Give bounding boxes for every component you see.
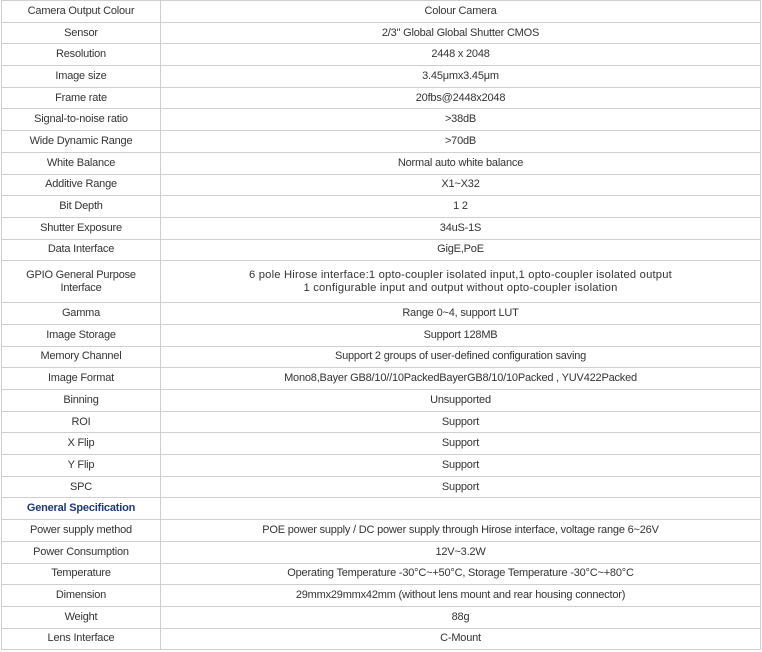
row-value: Mono8,Bayer GB8/10//10PackedBayerGB8/10/10Packed , YUV422Packed — [161, 368, 761, 390]
row-value: Support 2 groups of user-defined configuration saving — [161, 346, 761, 368]
row-value: 2448 x 2048 — [161, 44, 761, 66]
row-label: Dimension — [2, 585, 161, 607]
row-value: Support 128MB — [161, 324, 761, 346]
row-value: Unsupported — [161, 390, 761, 412]
row-label: Image Format — [2, 368, 161, 390]
spec-table — [1, 0, 761, 650]
table-row — [2, 196, 761, 218]
table-row — [2, 87, 761, 109]
row-value: 12V~3.2W — [161, 541, 761, 563]
row-value-line-1: 6 pole Hirose interface:1 opto-coupler isolated input,1 opto-coupler isolated output — [249, 268, 672, 281]
table-row — [2, 324, 761, 346]
row-label: Sensor — [2, 22, 161, 44]
row-label: Bit Depth — [2, 196, 161, 218]
row-label: Resolution — [2, 44, 161, 66]
table-row — [2, 411, 761, 433]
row-value: Support — [161, 455, 761, 477]
row-value: X1~X32 — [161, 174, 761, 196]
row-label: SPC — [2, 476, 161, 498]
row-label: Gamma — [2, 303, 161, 325]
row-value: >70dB — [161, 131, 761, 153]
table-row — [2, 131, 761, 153]
row-value: 29mmx29mmx42mm (without lens mount and rear housing connector) — [161, 585, 761, 607]
table-row — [2, 66, 761, 88]
table-row — [2, 563, 761, 585]
table-row — [2, 541, 761, 563]
row-value: 1 2 — [161, 196, 761, 218]
row-value: Support — [161, 433, 761, 455]
row-value: POE power supply / DC power supply through Hirose interface, voltage range 6~26V — [161, 520, 761, 542]
row-label: Frame rate — [2, 87, 161, 109]
row-value: Support — [161, 476, 761, 498]
row-label: GPIO General Purpose Interface — [2, 261, 161, 303]
table-row — [2, 217, 761, 239]
table-row — [2, 152, 761, 174]
row-label: Temperature — [2, 563, 161, 585]
table-row — [2, 261, 761, 303]
row-label: Signal-to-noise ratio — [2, 109, 161, 131]
row-value: Range 0~4, support LUT — [161, 303, 761, 325]
row-value: Operating Temperature -30°C~+50°C, Storage Temperature -30°C~+80°C — [161, 563, 761, 585]
table-row — [2, 628, 761, 650]
row-label: Weight — [2, 606, 161, 628]
table-row — [2, 455, 761, 477]
row-value: 88g — [161, 606, 761, 628]
row-label: Memory Channel — [2, 346, 161, 368]
row-value — [161, 261, 761, 303]
row-value: 3.45μmx3.45μm — [161, 66, 761, 88]
row-label: Y Flip — [2, 455, 161, 477]
table-row — [2, 368, 761, 390]
row-label: Wide Dynamic Range — [2, 131, 161, 153]
row-value: Support — [161, 411, 761, 433]
row-value: 20fbs@2448x2048 — [161, 87, 761, 109]
table-row — [2, 606, 761, 628]
row-value: 34uS-1S — [161, 217, 761, 239]
row-label: Camera Output Colour — [2, 1, 161, 23]
row-label: Lens Interface — [2, 628, 161, 650]
section-title: General Specification — [2, 498, 161, 520]
row-label: Power Consumption — [2, 541, 161, 563]
row-label: Data Interface — [2, 239, 161, 261]
table-row — [2, 585, 761, 607]
row-label: ROI — [2, 411, 161, 433]
row-value-line-2: 1 configurable input and output without opto-coupler isolation — [303, 281, 618, 294]
row-value: C-Mount — [161, 628, 761, 650]
table-row — [2, 476, 761, 498]
table-row — [2, 1, 761, 23]
table-row — [2, 390, 761, 412]
row-label: Shutter Exposure — [2, 217, 161, 239]
row-label: Image Storage — [2, 324, 161, 346]
table-row — [2, 109, 761, 131]
table-row — [2, 433, 761, 455]
table-row — [2, 303, 761, 325]
row-value: Normal auto white balance — [161, 152, 761, 174]
row-value: Colour Camera — [161, 1, 761, 23]
table-row — [2, 22, 761, 44]
row-value — [161, 498, 761, 520]
table-row — [2, 520, 761, 542]
section-header-row — [2, 498, 761, 520]
row-label: Image size — [2, 66, 161, 88]
row-label: X Flip — [2, 433, 161, 455]
row-label: Additive Range — [2, 174, 161, 196]
row-label: Power supply method — [2, 520, 161, 542]
row-label: Binning — [2, 390, 161, 412]
row-value: >38dB — [161, 109, 761, 131]
table-row — [2, 174, 761, 196]
row-label: White Balance — [2, 152, 161, 174]
table-row — [2, 44, 761, 66]
table-row — [2, 239, 761, 261]
table-row — [2, 346, 761, 368]
row-value: 2/3" Global Global Shutter CMOS — [161, 22, 761, 44]
row-value: GigE,PoE — [161, 239, 761, 261]
